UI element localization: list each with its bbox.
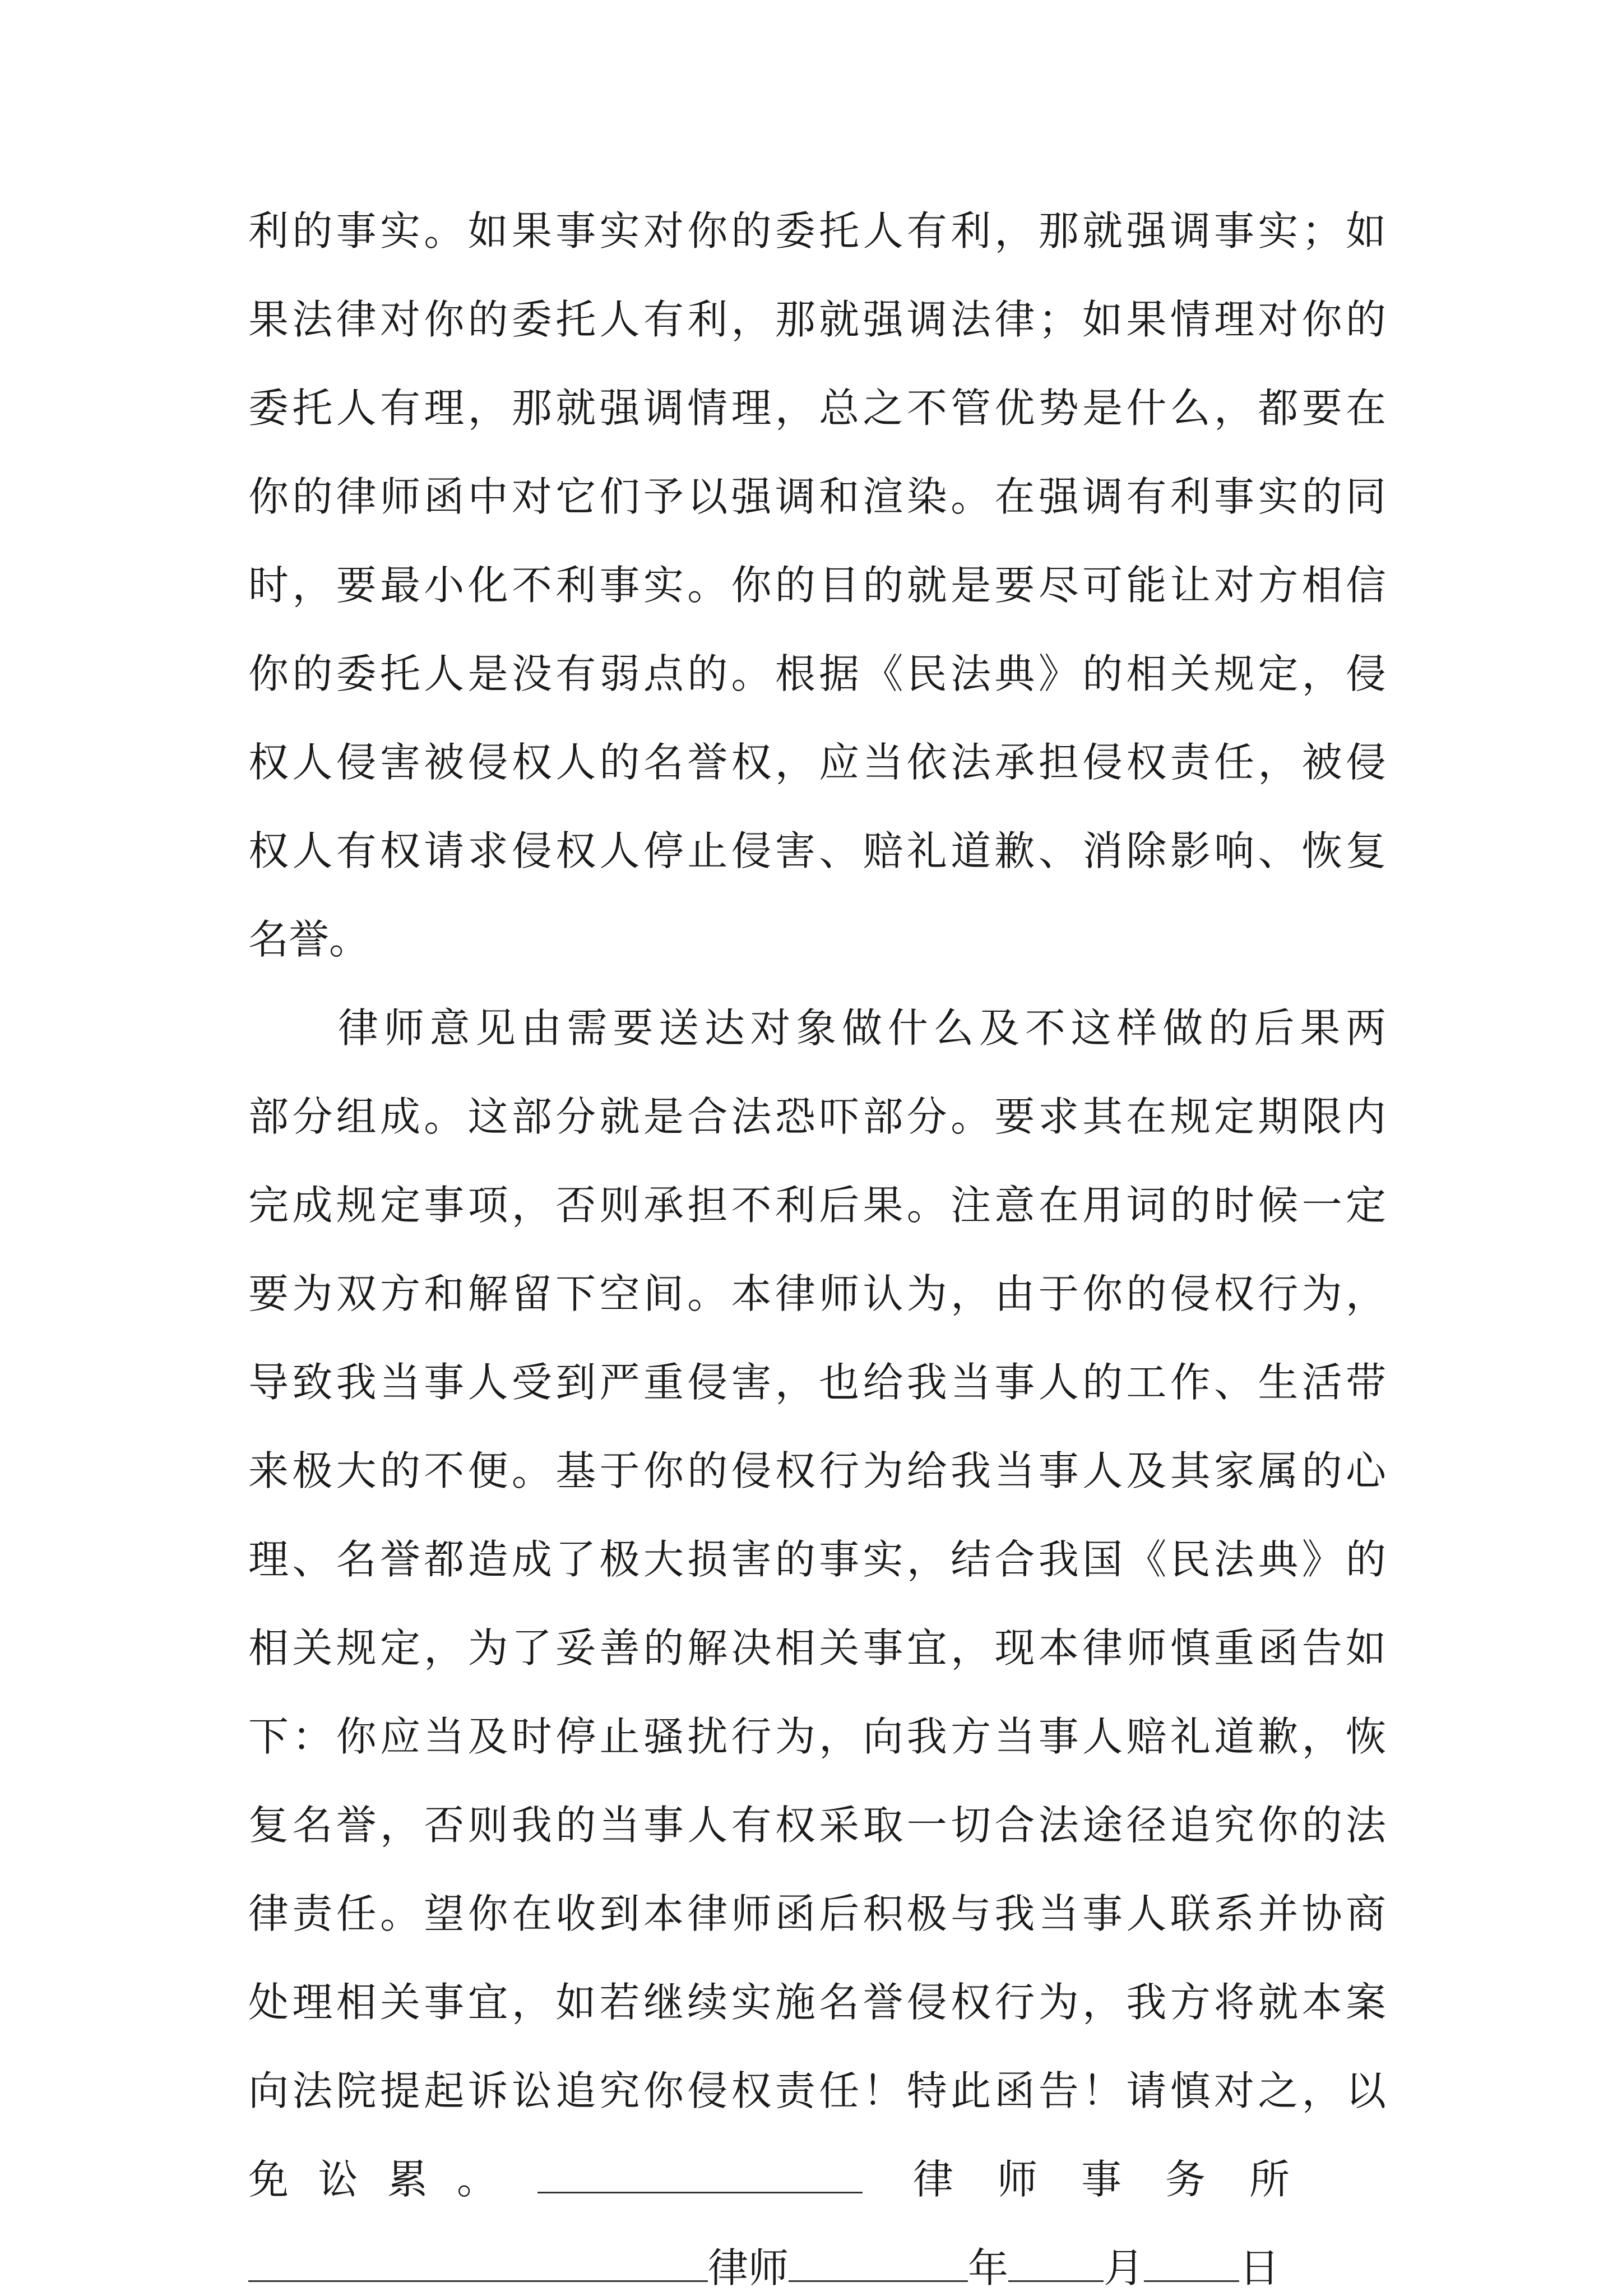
paragraph-2-line: 相关规定，为了妥善的解决相关事宜，现本律师慎重函告如 [248, 1624, 1386, 1672]
year-blank[interactable] [789, 2241, 968, 2282]
paragraph-2-line: 导致我当事人受到严重侵害，也给我当事人的工作、生活带 [248, 1359, 1386, 1406]
paragraph-1-line: 你的委托人是没有弱点的。根据《民法典》的相关规定，侵 [248, 650, 1386, 697]
paragraph-1-line: 权人侵害被侵权人的名誉权，应当依法承担侵权责任，被侵 [248, 739, 1386, 786]
law-firm-label: 律师事务所 [913, 2156, 1334, 2203]
paragraph-1-line: 名誉。 [248, 916, 370, 963]
closing-text: 免讼累。 [248, 2156, 527, 2203]
lawyer-name-blank[interactable] [248, 2241, 708, 2282]
lawyer-label: 律师 [708, 2244, 789, 2292]
signature-line [248, 2240, 1386, 2296]
paragraph-2-line: 处理相关事宜，如若继续实施名誉侵权行为，我方将就本案 [248, 1979, 1386, 2026]
paragraph-2-line: 理、名誉都造成了极大损害的事实，结合我国《民法典》的 [248, 1536, 1386, 1583]
paragraph-1-line: 时，要最小化不利事实。你的目的就是要尽可能让对方相信 [248, 562, 1386, 609]
paragraph-1-line: 你的律师函中对它们予以强调和渲染。在强调有利事实的同 [248, 473, 1386, 520]
month-blank[interactable] [1008, 2241, 1104, 2282]
paragraph-2-line: 完成规定事项，否则承担不利后果。注意在用词的时候一定 [248, 1182, 1386, 1229]
paragraph-2-line: 律责任。望你在收到本律师函后积极与我当事人联系并协商 [248, 1890, 1386, 1937]
paragraph-2-line: 向法院提起诉讼追究你侵权责任！特此函告！请慎对之，以 [248, 2067, 1386, 2114]
paragraph-2-line: 要为双方和解留下空间。本律师认为，由于你的侵权行为， [248, 1270, 1386, 1317]
closing-line [248, 2151, 1386, 2207]
firm-name-blank[interactable] [537, 2152, 863, 2193]
day-blank[interactable] [1144, 2241, 1239, 2282]
paragraph-2-line: 部分组成。这部分就是合法恐吓部分。要求其在规定期限内 [248, 1093, 1386, 1140]
year-label: 年 [968, 2244, 1009, 2292]
paragraph-1-line: 委托人有理，那就强调情理，总之不管优势是什么，都要在 [248, 385, 1386, 432]
month-label: 月 [1104, 2244, 1144, 2292]
paragraph-2-line: 复名誉，否则我的当事人有权采取一切合法途径追究你的法 [248, 1802, 1386, 1849]
paragraph-1-line: 果法律对你的委托人有利，那就强调法律；如果情理对你的 [248, 296, 1386, 343]
day-label: 日 [1239, 2244, 1280, 2292]
paragraph-2-line: 来极大的不便。基于你的侵权行为给我当事人及其家属的心 [248, 1447, 1386, 1494]
paragraph-1-line: 利的事实。如果事实对你的委托人有利，那就强调事实；如 [248, 207, 1386, 254]
paragraph-2-line: 律师意见由需要送达对象做什么及不这样做的后果两 [338, 1004, 1386, 1052]
paragraph-1-line: 权人有权请求侵权人停止侵害、赔礼道歉、消除影响、恢复 [248, 827, 1386, 874]
paragraph-2-line: 下：你应当及时停止骚扰行为，向我方当事人赔礼道歉，恢 [248, 1713, 1386, 1760]
